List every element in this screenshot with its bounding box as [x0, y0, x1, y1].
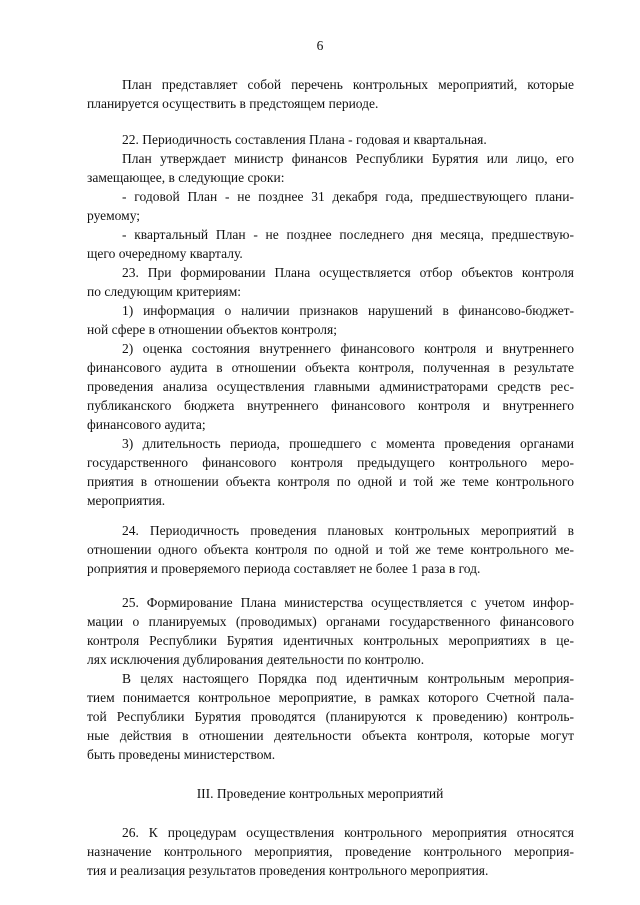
text-line: В целях настоящего Порядка под идентичным контрольным мероприя- [122, 671, 574, 686]
text-line: План представляет собой перечень контрольных мероприятий, которые [122, 77, 574, 92]
text-line: по следующим критериям: [87, 284, 242, 299]
text-line: 24. Периодичность проведения плановых контрольных мероприятий в [122, 523, 574, 538]
text-line: 22. Периодичность составления Плана - годовая и квартальная. [122, 132, 487, 147]
text-line: План утверждает министр финансов Республики Бурятия или лицо, его [122, 151, 574, 166]
text-line: мероприятия. [87, 493, 166, 508]
text-line: 1) информация о наличии признаков нарушений в финансово-бюджет- [122, 303, 574, 318]
text-line: ные действия в отношении деятельности объекта контроля, которые могут [87, 728, 574, 743]
text-line: тием понимается контрольное мероприятие, в рамках которого Счетной пала- [87, 690, 574, 705]
text-line: мации о планируемых (проводимых) органами государственного финансового [87, 614, 574, 629]
text-line: государственного финансового контроля предыдущего контрольного меро- [87, 455, 574, 470]
section-title: III. Проведение контрольных мероприятий [196, 786, 444, 801]
text-line: быть проведены министерством. [87, 747, 276, 762]
text-line: назначение контрольного мероприятия, проведение контрольного мероприя- [87, 844, 574, 859]
text-line: тия и реализация результатов проведения контрольного мероприятия. [87, 863, 489, 878]
text-line: проведения анализа осуществления главными администраторами средств рес- [87, 379, 574, 394]
text-line: - годовой План - не позднее 31 декабря года, предшествующего плани- [122, 189, 574, 204]
page-number: 6 [316, 38, 324, 53]
text-line: отношении одного объекта контроля по одной и той же теме контрольного ме- [87, 542, 574, 557]
text-line: 25. Формирование Плана министерства осуществляется с учетом инфор- [122, 595, 574, 610]
text-line: 3) длительность периода, прошедшего с момента проведения органами [122, 436, 574, 451]
text-line: 23. При формировании Плана осуществляется отбор объектов контроля [122, 265, 574, 280]
text-line: - квартальный План - не позднее последнего дня месяца, предшествую- [122, 227, 574, 242]
text-line: 2) оценка состояния внутреннего финансового контроля и внутреннего [122, 341, 574, 356]
text-line: финансового аудита; [87, 417, 206, 432]
text-line: роприятия и проверяемого периода составляет не более 1 раза в год. [87, 561, 481, 576]
text-line: контроля Республики Бурятия идентичных контрольных мероприятиях в це- [87, 633, 574, 648]
text-line: приятия в отношении объекта контроля по одной и той же теме контрольного [87, 474, 574, 489]
text-line: публиканского бюджета внутреннего финансового контроля и внутреннего [87, 398, 574, 413]
text-line: щего очередному кварталу. [87, 246, 243, 261]
text-line: финансового аудита в отношении объекта контроля, полученная в результате [87, 360, 574, 375]
text-line: планируется осуществить в предстоящем периоде. [87, 96, 379, 111]
text-line: лях исключения дублирования деятельности по контролю. [87, 652, 425, 667]
text-line: замещающее, в следующие сроки: [87, 170, 285, 185]
text-line: 26. К процедурам осуществления контрольного мероприятия относятся [122, 825, 574, 840]
text-line: той Республики Бурятия проводятся (планируются к проведению) контроль- [87, 709, 574, 724]
text-line: ной сфере в отношении объектов контроля; [87, 322, 338, 337]
text-line: руемому; [87, 208, 141, 223]
